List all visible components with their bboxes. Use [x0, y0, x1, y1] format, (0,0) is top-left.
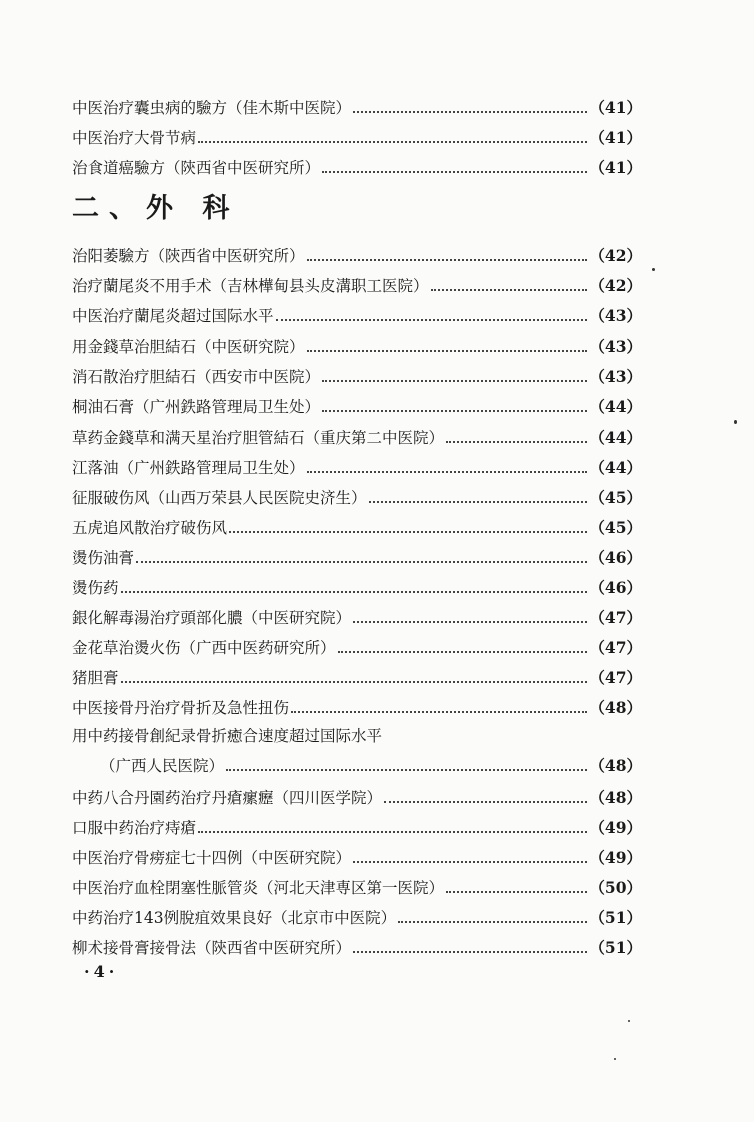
dot-leader: [307, 350, 588, 352]
scan-speck: [652, 268, 655, 271]
entry-page: （47）: [589, 608, 642, 627]
toc-entry: [72, 784, 642, 808]
entry-page: （49）: [589, 818, 642, 837]
entry-title: 中医接骨丹治疗骨折及急性扭伤: [72, 699, 290, 717]
entry-title: 草药金錢草和满天星治疗胆管結石（重庆第二中医院）: [72, 429, 445, 447]
dot-leader: [121, 681, 588, 683]
toc-entry: [72, 454, 642, 478]
toc-entry-continued: [100, 752, 642, 776]
dot-leader: [322, 171, 587, 173]
toc-entry: [72, 664, 642, 688]
toc-entry: [72, 634, 642, 658]
entry-page: （42）: [589, 246, 642, 265]
dot-leader: [322, 380, 587, 382]
toc-entry: [72, 604, 642, 628]
entry-page: （47）: [589, 668, 642, 687]
entry-title: 金花草治燙火伤（广西中医药研究所）: [72, 639, 336, 657]
entry-title: 銀化解毒湯治疗頭部化膿（中医研究院）: [72, 609, 352, 627]
entry-page: （42）: [589, 276, 642, 295]
toc-entry: [72, 124, 642, 148]
entry-page: （41）: [589, 98, 642, 117]
page-number: ·4·: [84, 962, 119, 981]
dot-leader: [198, 831, 587, 833]
dot-leader: [307, 259, 588, 261]
entry-page: （44）: [589, 397, 642, 416]
entry-page: （49）: [589, 848, 642, 867]
entry-title: 中医治疗血栓閉塞性脈管炎（河北天津専区第一医院）: [72, 879, 445, 897]
entry-page: （43）: [589, 367, 642, 386]
toc-entry: [72, 544, 642, 568]
toc-entry: [72, 814, 642, 838]
entry-page: （43）: [589, 306, 642, 325]
toc-entry: [72, 242, 642, 266]
scan-speck: [614, 1058, 616, 1060]
entry-page: （41）: [589, 128, 642, 147]
entry-page: （46）: [589, 548, 642, 567]
entry-page: （51）: [589, 938, 642, 957]
entry-title: 治食道癌驗方（陝西省中医研究所）: [72, 159, 321, 177]
dot-leader: [446, 891, 587, 893]
entry-page: （45）: [589, 488, 642, 507]
toc-entry: [72, 934, 642, 958]
toc-entry: [72, 333, 642, 357]
dot-leader: [431, 289, 588, 291]
scan-speck: [628, 1020, 630, 1022]
entry-page: （47）: [589, 638, 642, 657]
toc-entry: [72, 904, 642, 928]
entry-title: 消石散治疗胆結石（西安市中医院）: [72, 368, 321, 386]
entry-title: 口服中药治疗痔瘡: [72, 819, 197, 837]
toc-entry: [72, 514, 642, 538]
entry-title: 燙伤油膏: [72, 549, 135, 567]
toc-entry: [72, 574, 642, 598]
entry-page: （43）: [589, 337, 642, 356]
toc-entry: [72, 393, 642, 417]
dot-leader: [307, 471, 588, 473]
toc-entry: [72, 844, 642, 868]
toc-entry: [72, 694, 642, 718]
entry-title: 用金錢草治胆結石（中医研究院）: [72, 338, 305, 356]
entry-page: （45）: [589, 518, 642, 537]
toc-entry: [72, 154, 642, 178]
entry-page: （51）: [589, 908, 642, 927]
dot-leader: [338, 651, 588, 653]
section-heading: 二、外 科: [72, 193, 240, 224]
entry-title-line1: 用中药接骨創紀录骨折癒合速度超过国际水平: [72, 727, 383, 745]
entry-title: 中医治疗大骨节病: [72, 129, 197, 147]
dot-leader: [198, 141, 587, 143]
entry-title: 征服破伤风（山西万荣县人民医院史济生）: [72, 489, 367, 507]
dot-leader: [353, 621, 587, 623]
entry-title: 治疗蘭尾炎不用手术（吉林樺甸县头皮溝职工医院）: [72, 277, 429, 295]
toc-entry: [72, 363, 642, 387]
toc-entry: [72, 484, 642, 508]
dot-leader: [369, 501, 588, 503]
entry-title: 治阳萎驗方（陝西省中医研究所）: [72, 247, 305, 265]
entry-page: （41）: [589, 158, 642, 177]
entry-title: 燙伤药: [72, 579, 119, 597]
entry-title: 桐油石膏（广州鉄路管理局卫生处）: [72, 398, 321, 416]
entry-title: 中药治疗143例脫疽效果良好（北京市中医院）: [72, 909, 397, 927]
dot-leader: [276, 319, 588, 321]
dot-leader: [446, 441, 587, 443]
dot-leader: [398, 921, 587, 923]
dot-leader: [384, 801, 587, 803]
dot-leader: [226, 769, 587, 771]
entry-page: （50）: [589, 878, 642, 897]
toc-entry: [72, 272, 642, 296]
toc-entry: [72, 424, 642, 448]
entry-page: （48）: [589, 756, 642, 775]
entry-title: 江落油（广州鉄路管理局卫生处）: [72, 459, 305, 477]
entry-title: 猪胆膏: [72, 669, 119, 687]
entry-title: 中药八合丹園药治疗丹瘡瘰癧（四川医学院）: [72, 789, 383, 807]
dot-leader: [353, 111, 587, 113]
dot-leader: [322, 410, 587, 412]
entry-title: 中医治疗骨痨症七十四例（中医研究院）: [72, 849, 352, 867]
dot-leader: [353, 861, 587, 863]
entry-title-line2: （广西人民医院）: [100, 757, 225, 775]
entry-title: 五虎追风散治疗破伤风: [72, 519, 228, 537]
toc-entry: [72, 874, 642, 898]
entry-title: 柳术接骨膏接骨法（陝西省中医研究所）: [72, 939, 352, 957]
dot-leader: [229, 531, 587, 533]
dot-leader: [353, 951, 587, 953]
entry-page: （46）: [589, 578, 642, 597]
toc-entry: [72, 94, 642, 118]
scan-speck: [734, 420, 737, 424]
entry-page: （44）: [589, 458, 642, 477]
entry-page: （44）: [589, 428, 642, 447]
entry-title: 中医治疗囊虫病的驗方（佳木斯中医院）: [72, 99, 352, 117]
toc-entry: [72, 302, 642, 326]
entry-title: 中医治疗蘭尾炎超过国际水平: [72, 307, 274, 325]
dot-leader: [291, 711, 587, 713]
dot-leader: [121, 591, 588, 593]
entry-page: （48）: [589, 698, 642, 717]
dot-leader: [136, 561, 587, 563]
entry-page: （48）: [589, 788, 642, 807]
